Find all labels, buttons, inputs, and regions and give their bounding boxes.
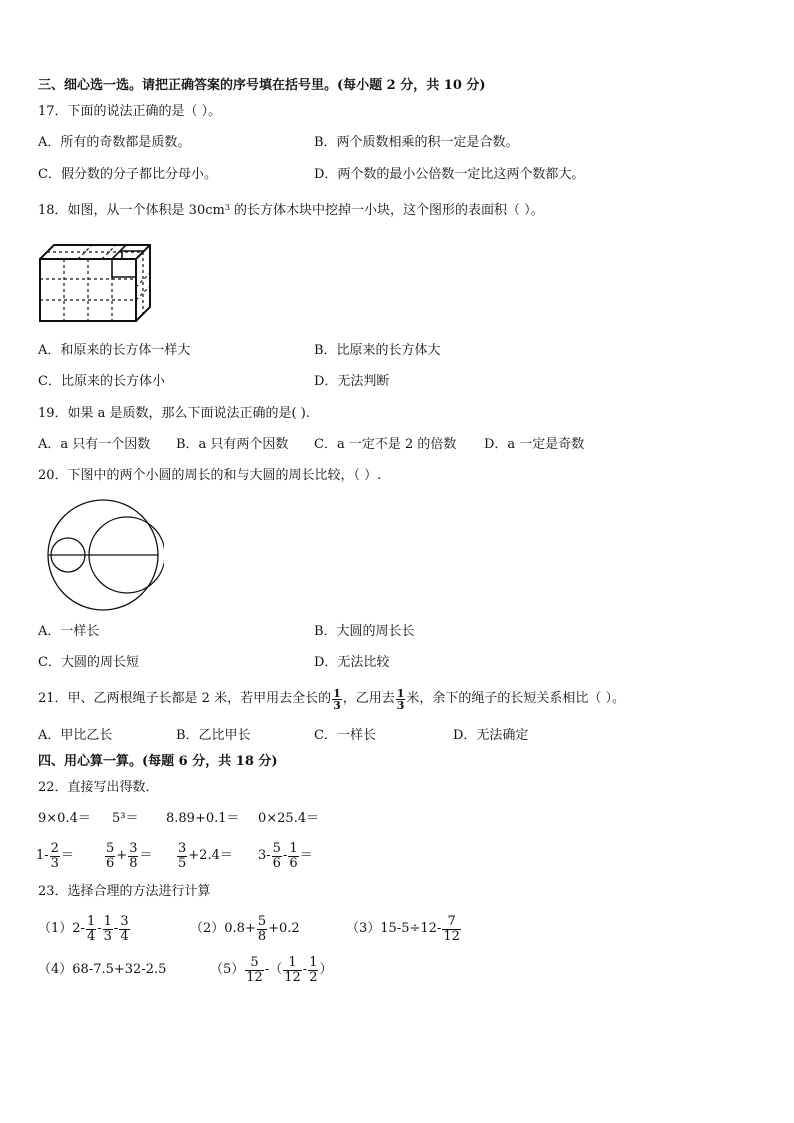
q21-option-c[interactable]: C．一样长 (314, 728, 376, 743)
q20-option-a[interactable]: A．一样长 (38, 624, 100, 639)
q22-expr-3: 8.89+0.1＝ (166, 811, 240, 826)
q23-stem: 23．选择合理的方法进行计算 (38, 884, 211, 899)
section4-heading: 四、用心算一算。(每题 6 分，共 18 分) (38, 754, 278, 769)
q23-problem-2: （2）0.8+ $\frac{5}{8}$ +0.2 (190, 913, 300, 944)
q22-expr-1: 9×0.4＝ (38, 811, 91, 826)
q22-expr-2: 5³＝ (112, 811, 139, 826)
q17-option-a[interactable]: A．所有的奇数都是质数。 (38, 135, 191, 150)
q19-option-d[interactable]: D．a 一定是奇数 (484, 437, 585, 452)
q22-expr-7: $\frac{3}{5}$ +2.4＝ (178, 840, 233, 871)
q21-fraction-2: $\frac{1}{3}$ (396, 686, 405, 712)
q18-option-a[interactable]: A．和原来的长方体一样大 (38, 343, 191, 358)
cuboid-figure (36, 237, 156, 325)
q19-option-b[interactable]: B．a 只有两个因数 (176, 437, 289, 452)
q20-option-c[interactable]: C．大圆的周长短 (38, 655, 139, 670)
q23-problem-3: （3）15-5÷12- $\frac{7}{12}$ (346, 913, 460, 944)
q21-option-a[interactable]: A．甲比乙长 (38, 728, 113, 743)
q22-expr-8: 3- $\frac{5}{6}$ - $\frac{1}{6}$ ＝ (258, 840, 313, 871)
q23-problem-5: （5） $\frac{5}{12}$ -（ $\frac{1}{12}$ - $\frac{1}{2}$ ） (210, 954, 333, 985)
section3-heading: 三、细心选一选。请把正确答案的序号填在括号里。(每小题 2 分，共 10 分) (38, 78, 486, 93)
q17-option-b[interactable]: B．两个质数相乘的积一定是合数。 (314, 135, 519, 150)
q20-option-b[interactable]: B．大圆的周长长 (314, 624, 415, 639)
q18-option-b[interactable]: B．比原来的长方体大 (314, 343, 441, 358)
q23-problem-4: （4）68-7.5+32-2.5 (38, 962, 167, 977)
q20-option-d[interactable]: D．无法比较 (314, 655, 390, 670)
q17-stem: 17．下面的说法正确的是（ ）。 (38, 104, 222, 119)
q21-fraction-1: $\frac{1}{3}$ (333, 686, 341, 712)
q21-stem: 21．甲、乙两根绳子长都是 2 米，若甲用去全长的 $\frac{1}{3}$ ，乙用去 $\frac{1}{3}$ 米，余下的绳子的长短关系相比（ ）。 (38, 686, 626, 712)
q17-option-c[interactable]: C．假分数的分子都比分母小。 (38, 167, 217, 182)
q18-option-d[interactable]: D．无法判断 (314, 374, 390, 389)
q20-stem: 20．下图中的两个小圆的周长的和与大圆的周长比较，（ ）. (38, 468, 382, 483)
circles-figure (44, 498, 164, 612)
q19-option-c[interactable]: C．a 一定不是 2 的倍数 (314, 437, 457, 452)
q18-stem: 18．如图，从一个体积是 $30cm^3$ 的长方体木块中挖掉一小块，这个图形的表面积（ ）。 (38, 203, 544, 218)
q22-expr-6: $\frac{5}{6}$ + $\frac{3}{8}$ ＝ (106, 840, 153, 871)
q17-option-d[interactable]: D．两个数的最小公倍数一定比这两个数都大。 (314, 167, 585, 182)
q21-option-d[interactable]: D．无法确定 (453, 728, 529, 743)
q22-stem: 22．直接写出得数． (38, 780, 159, 795)
q22-expr-5: 1- $\frac{2}{3}$ ＝ (36, 840, 74, 871)
q23-problem-1: （1）2- $\frac{1}{4}$ - $\frac{1}{3}$ - $\frac{3}{4}$ (38, 913, 129, 944)
q19-option-a[interactable]: A．a 只有一个因数 (38, 437, 151, 452)
q19-stem: 19．如果 a 是质数，那么下面说法正确的是( ). (38, 406, 310, 421)
q18-option-c[interactable]: C．比原来的长方体小 (38, 374, 165, 389)
q22-expr-4: 0×25.4＝ (258, 811, 320, 826)
q21-option-b[interactable]: B．乙比甲长 (176, 728, 251, 743)
